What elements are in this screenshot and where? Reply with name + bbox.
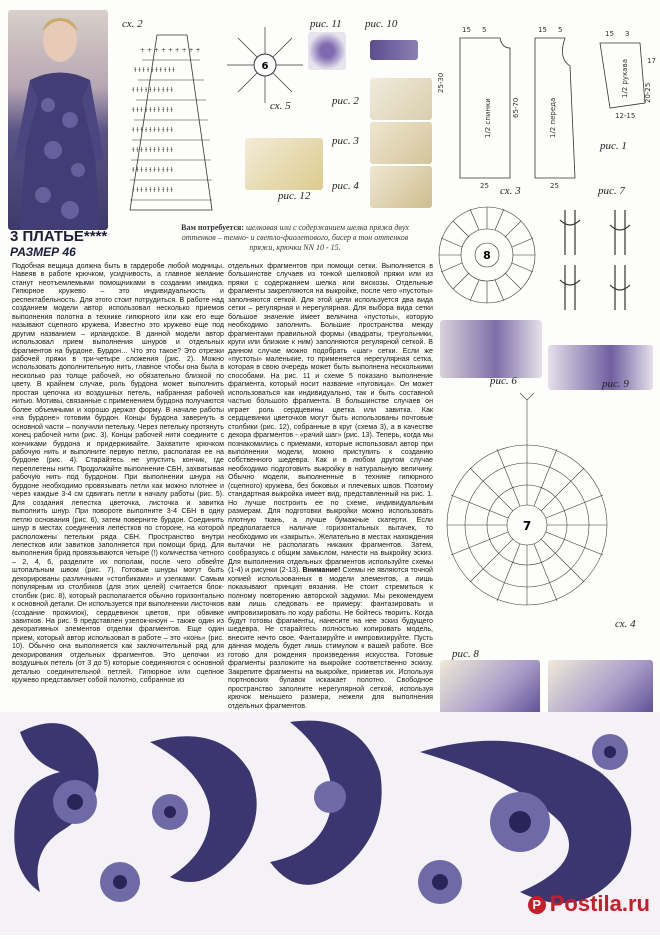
svg-text:15: 15 [605,30,614,38]
label-ris7: рис. 7 [598,185,625,197]
watermark-text: Postila.ru [549,891,650,916]
label-sx3: сх. 3 [500,185,521,197]
svg-text:ɫ ɫ ɫ ɫ ɫ ɫ ɫ ɫ ɫ ɫ: ɫ ɫ ɫ ɫ ɫ ɫ ɫ ɫ ɫ ɫ [132,107,173,114]
chart-sx3 [432,200,542,310]
svg-text:3: 3 [625,30,630,38]
svg-text:ɫ ɫ ɫ ɫ ɫ ɫ ɫ ɫ ɫ ɫ: ɫ ɫ ɫ ɫ ɫ ɫ ɫ ɫ ɫ ɫ [132,167,173,174]
materials-lead: Вам потребуется: [181,223,244,232]
svg-text:ɫ ɫ ɫ ɫ ɫ ɫ ɫ ɫ ɫ ɫ: ɫ ɫ ɫ ɫ ɫ ɫ ɫ ɫ ɫ ɫ [132,127,173,134]
photo-ris6 [440,320,542,378]
svg-text:+ + + + + + + + +: + + + + + + + + + [140,47,201,54]
label-ris9: рис. 9 [602,378,629,390]
chart-sx5 [225,25,305,105]
model-photo [8,10,108,230]
body-text-col2 [228,262,433,748]
label-ris6: рис. 6 [490,375,517,387]
body-text-col2-main: отдельных фрагментов при помощи сетки. Выполняется в большинстве случаев из тонкой шелковой пряжи или из пряжи с содержанием шелка или вискозы. Отдельные фрагменты закрепляются на выкройке, после чего «пустоты» заполняются сеткой. Для этой цели используется два вида сетки – регулярная и нерегулярная. Для выбора вида сетки большое значение имеет величина «пустоты», которую необходимо заполнить. Большие пространства между фрагментами правильной формы (квадраты, треугольники, круги или близкие к ним) заполняются регулярной сеткой. В данном случае можно подобрать «шаг» сетки. Если же «пустоты» маленькие, то применяется нерегулярная сетка, которая в свою очередь может быть выполнена несколькими способами. На рис. 11 и схеме 5 показано выполнение фрагмента, который носит название «пуговица». Он может использоваться как индивидуально, так и быть составной частью большого фрагмента. В большинстве случаев он играет роль сердцевины цветка или завитка. Как сердцевинки цветочков могут быть использованы почтовые столбики (рис. 12), собранные в круг (схема 3), а в качестве декора фрагментов - «рачий шаг» (рис. 13). Теперь, когда мы познакомились с приемами, которые использовал автор при выполнении модели, можно приступить к созданию собственного шедевра. Как и в любом другом случае необходимо подготовить выкройку в натуральную величину. Обычно модели, выполненные в технике гипюрного (сцепного) кружева, без боковых и плечевых швов. Поэтому стандартная выкройка имеет вид, представленный на рис. 1. Но лучше построить ее по схеме, индивидуальным размерам. Для подготовки выкройки можно использовать плотную ткань, а лучше бумажные скатерти. Если предполагается наличие горизонтальных вытачек, то необходимо их «закрыть». Желательно в местах нахождения вытачки не располагать никаких фрагментов. Затем, сообразуясь с общим замыслом, нанести на выкройку эскиз. Для выполнения отдельных фрагментов используйте схемы (1-4) и рисунки (2-13). [228,262,433,575]
label-ris8: рис. 8 [452,648,479,660]
photo-ris9 [548,345,653,390]
svg-text:65-70: 65-70 [512,97,520,118]
svg-text:1/2 спинки: 1/2 спинки [484,98,492,138]
motif-7-number: 7 [522,519,532,533]
svg-text:17: 17 [647,57,656,65]
label-sx4: сх. 4 [615,618,636,630]
model-size: РАЗМЕР 46 [10,245,76,259]
watermark: P Postila.ru [528,891,650,917]
svg-text:1/2 рукава: 1/2 рукава [621,58,629,98]
warning-lead: Внимание! [302,566,341,575]
chart-sx4 [442,390,612,640]
photo-ris3 [370,122,432,164]
svg-text:15: 15 [538,26,547,34]
svg-text:ɫ ɫ ɫ ɫ ɫ ɫ ɫ ɫ ɫ ɫ: ɫ ɫ ɫ ɫ ɫ ɫ ɫ ɫ ɫ ɫ [132,87,173,94]
warning-text: Схемы не являются точной копией использованных в модели элементов, а лишь показывают принцип вязания. Не стоит стремиться к полному повторению авторской задумки. Мы рекомендуем вам лишь следовать ее примеру: фантазировать и импровизировать по ходу работы. Не бойтесь творить. Когда будут готовы фрагменты, нанесите на нее эскиз будущего шедевра. Не старайтесь полностью копировать модель, внесите нечто свое. Фантазируйте и импровизируйте. Пусть данная модель будет лишь стимулом к вашей работе. Все готово для рождения произведения искусства. Готовые фрагменты разложите на выкройке соответственно эскизу. Закрепите фрагменты на выкройке, приметав их. Используя портновских булавок искажает полотно. Свободное пространство заполните нерегулярной сеткой, используя крючок меньшего размера, нежели для выполнения отдельных фрагментов. [228,566,433,710]
label-ris4: рис. 4 [332,180,359,192]
svg-text:ɫ ɫ ɫ ɫ ɫ ɫ ɫ ɫ ɫ ɫ: ɫ ɫ ɫ ɫ ɫ ɫ ɫ ɫ ɫ ɫ [132,187,173,194]
svg-text:15: 15 [462,26,471,34]
label-sx5: сх. 5 [270,100,291,112]
label-ris3: рис. 3 [332,135,359,147]
svg-text:25-30: 25-30 [437,72,445,93]
photo-ris5 [548,660,653,715]
svg-text:1/2 переда: 1/2 переда [549,97,557,138]
svg-text:20-25: 20-25 [644,82,652,103]
photo-ris11 [308,32,346,70]
photo-ris4 [370,166,432,208]
body-text-col1: Подобная вещица должна быть в гардеробе любой модницы. Навеяв в работе крючком, усидчивость, а главное желание станут неотъемлемыми помощниками в создании имиджа. Гипюрное кружево – это индивидуальность и респектабельность. Для этого стоит потрудиться. В работе над созданием модели автор использовал несколько приемов выполнения полотна в технике гипюрного или как его еще называют сцепного кружева. Известно это кружево еще под другим названием – ирландское. В данной модели автор использовал прием выполнения шнуров и отдельных фрагментов на бурдоне. Бурдон… Что это такое? Это отрезки рабочей пряжи в три-четыре сложения (рис. 2). Можно использовать дополнительную нить, главное чтобы она была в несколько раз толще рабочей, но обязательно близкой по цвету. В крайнем случае, роль бурдона может выполнить простая цепочка из воздушных петель, набранная рабочей нитью. Мотивы, связанные с применением бурдона получаются более объемными и хорошо держат форму. В начале работы «на бурдоне» готовим бурдон. Концы бурдона завернуть в основной части – получили петельку. Через петельку протянуть конец рабочей нити (рис. 3). Концы рабочей нити соедините с кончиками бурдона и придерживайте. Захватите крючком рабочую нить и выполните первую петлю, располагая ее на бурдоне (рис. 4). Старайтесь не упустить кончик, где переплетены нити. Продолжайте выполнение СБН, захватывая рабочую нить под бурдоном. При выполнении шнура на бурдоне необходимо провязывать петли как можно плотнее и через каждые 3-4 см сдвигать петли к началу работы (рис. 5). Для создания лепестка цветочка, листочка и завитка выполнить шнур. При повороте выполните 3-4 СБН в одну петлю основания (рис. 6), затем поверните бурдон. Соединить шнур в местах соединения лепестков по стороне, на которой расположены петельки ряда СБН. Пространство внутри лепестков или завитков заполняется при помощи брид. Для выполнения брид провязываются четыре (!) количества четного – 2, 4, 6, разделите их пополам, после чего обвейте штопальным швом (рис. 7). Готовые шнуры могут быть декорированы различными «столбиками» и узелками. Самым популярным из столбиков (для этих целей) считается блок-столбик (рис. 8), который располагается обычно горизонтально к основной детали. Он используется при выполнении листочков (создание прожилок), сердцевинок цветов, при обвивке завитков. На рис. 9 представлен узелок-кноун – также один из декоративных элементов отделки фрагментов. Еще один прием, который автор использовал в работе – это «конь» (рис. 10). Обычно она выполняется как заключительный ряд для декорирования отдельных фрагментов. Это цепочки из воздушных петель (от 3 до 5) которые соединяются с основной деталью соединительной петлей. Гипюрное или сцепное кружево представляет собой полотно, собранное из [12,262,224,685]
svg-text:12-15: 12-15 [615,112,636,120]
photo-ris2 [370,78,432,120]
svg-text:ɫ ɫ ɫ ɫ ɫ ɫ ɫ ɫ ɫ ɫ: ɫ ɫ ɫ ɫ ɫ ɫ ɫ ɫ ɫ ɫ [132,147,173,154]
svg-text:25: 25 [550,182,559,190]
pattern-ris1 [437,18,656,190]
label-sx2: сх. 2 [122,18,143,30]
photo-ris12 [245,138,323,190]
label-ris10: рис. 10 [365,18,398,30]
photo-ris10 [370,40,418,60]
label-ris11: рис. 11 [310,18,342,30]
svg-text:5: 5 [482,26,487,34]
materials-text: шелковая или с содержанием шелка пряжа двух оттенков – темно- и светло-фиолетового, бисер в тон оттенков пряжи, крючки NN 10 - 15. [181,223,409,252]
motif-8-number: 8 [483,249,491,262]
motif-6-number: 6 [261,61,269,72]
chart-sx2 [112,20,230,225]
model-title: 3 ПЛАТЬЕ**** [10,228,108,245]
chart-ris7 [545,200,655,320]
svg-text:25: 25 [480,182,489,190]
svg-text:ɫ ɫ ɫ ɫ ɫ ɫ ɫ ɫ ɫ ɫ: ɫ ɫ ɫ ɫ ɫ ɫ ɫ ɫ ɫ ɫ [134,67,175,74]
svg-text:5: 5 [558,26,563,34]
materials-note [170,223,420,253]
label-ris2: рис. 2 [332,95,359,107]
photo-ris8 [440,660,540,715]
label-ris1: рис. 1 [600,140,627,152]
label-ris12: рис. 12 [278,190,311,202]
